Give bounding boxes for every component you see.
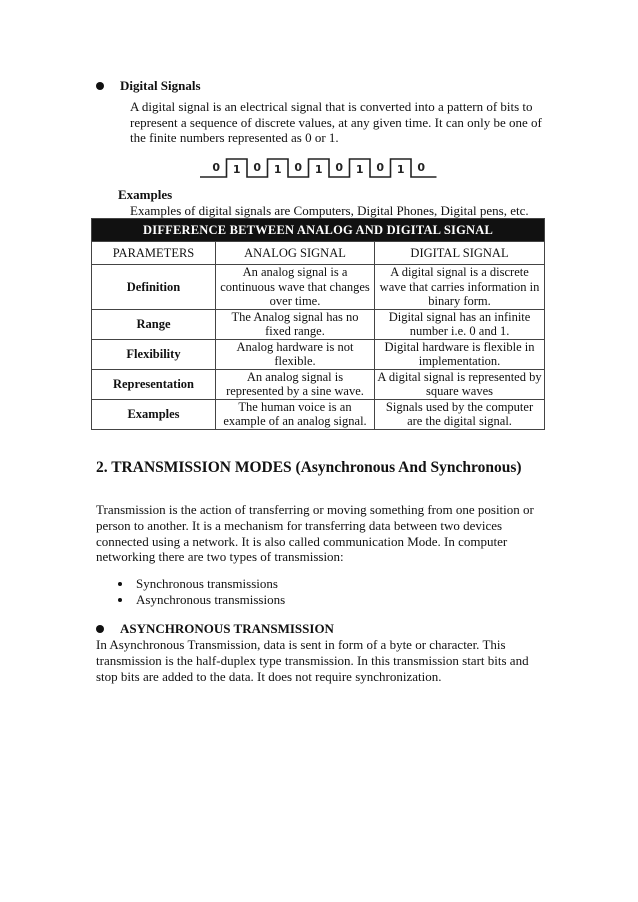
table-row [92, 309, 545, 339]
list-item: Synchronous transmissions [118, 576, 285, 592]
parameter-cell: Examples [92, 399, 216, 429]
examples-heading: Examples [118, 187, 173, 202]
bit-label: 1 [396, 163, 405, 176]
column-header-digital: DIGITAL SIGNAL [375, 242, 545, 265]
table-title: DIFFERENCE BETWEEN ANALOG AND DIGITAL SIGNAL [92, 219, 545, 242]
transmission-description: Transmission is the action of transferring or moving something from one position or person to another. It is a mechanism for transferring data between two devices connected using a network. It is also called communication Mode. In computer networking there are two types of transmission: [96, 502, 534, 565]
examples-text: Examples of digital signals are Computers, Digital Phones, Digital pens, etc. [130, 203, 529, 218]
digital-cell: A digital signal is represented by square waves [375, 369, 545, 399]
table-row [92, 399, 545, 429]
digital-waveform-figure [200, 155, 440, 181]
bit-label: 1 [273, 163, 282, 176]
column-header-analog: ANALOG SIGNAL [216, 242, 375, 265]
analog-cell: The Analog signal has no fixed range. [216, 309, 375, 339]
digital-cell: Digital hardware is flexible in implementation. [375, 339, 545, 369]
digital-signals-heading: Digital Signals [96, 78, 201, 94]
asynchronous-description: In Asynchronous Transmission, data is sent in form of a byte or character. This transmission is the half-duplex type transmission. In this transmission start bits and stop bits are added to the data. It does not require synchronization. [96, 637, 529, 684]
analog-cell: The human voice is an example of an analog signal. [216, 399, 375, 429]
comparison-table [91, 218, 545, 430]
bit-label: 1 [232, 163, 241, 176]
bit-label: 1 [355, 163, 364, 176]
bullet-icon [96, 82, 104, 90]
table-row [92, 265, 545, 310]
bullet-icon [96, 625, 104, 633]
analog-cell: An analog signal is represented by a sine wave. [216, 369, 375, 399]
list-item: Asynchronous transmissions [118, 592, 285, 608]
bit-label: 0 [417, 161, 426, 174]
digital-signals-description: A digital signal is an electrical signal that is converted into a pattern of bits to represent a sequence of discrete values, at any given time. It can only be one of the finite numbers represented as 0 or 1. [130, 99, 542, 145]
parameter-cell: Flexibility [92, 339, 216, 369]
table-row [92, 369, 545, 399]
parameter-cell: Representation [92, 369, 216, 399]
column-header-parameters: PARAMETERS [92, 242, 216, 265]
bit-label: 1 [314, 163, 323, 176]
bullet-icon [118, 598, 122, 602]
section-title: 2. TRANSMISSION MODES (Asynchronous And Synchronous) [96, 459, 522, 476]
analog-cell: An analog signal is a continuous wave that changes over time. [216, 265, 375, 310]
bit-label: 0 [335, 161, 344, 174]
bit-label: 0 [376, 161, 385, 174]
parameter-cell: Range [92, 309, 216, 339]
digital-cell: A digital signal is a discrete wave that carries information in binary form. [375, 265, 545, 310]
parameter-cell: Definition [92, 265, 216, 310]
transmission-types-list [118, 576, 285, 608]
asynchronous-heading: ASYNCHRONOUS TRANSMISSION [96, 621, 334, 637]
analog-cell: Analog hardware is not flexible. [216, 339, 375, 369]
table-row [92, 339, 545, 369]
digital-cell: Signals used by the computer are the digital signal. [375, 399, 545, 429]
bit-label: 0 [294, 161, 303, 174]
digital-cell: Digital signal has an infinite number i.e. 0 and 1. [375, 309, 545, 339]
bit-label: 0 [212, 161, 221, 174]
bit-label: 0 [253, 161, 262, 174]
bullet-icon [118, 582, 122, 586]
